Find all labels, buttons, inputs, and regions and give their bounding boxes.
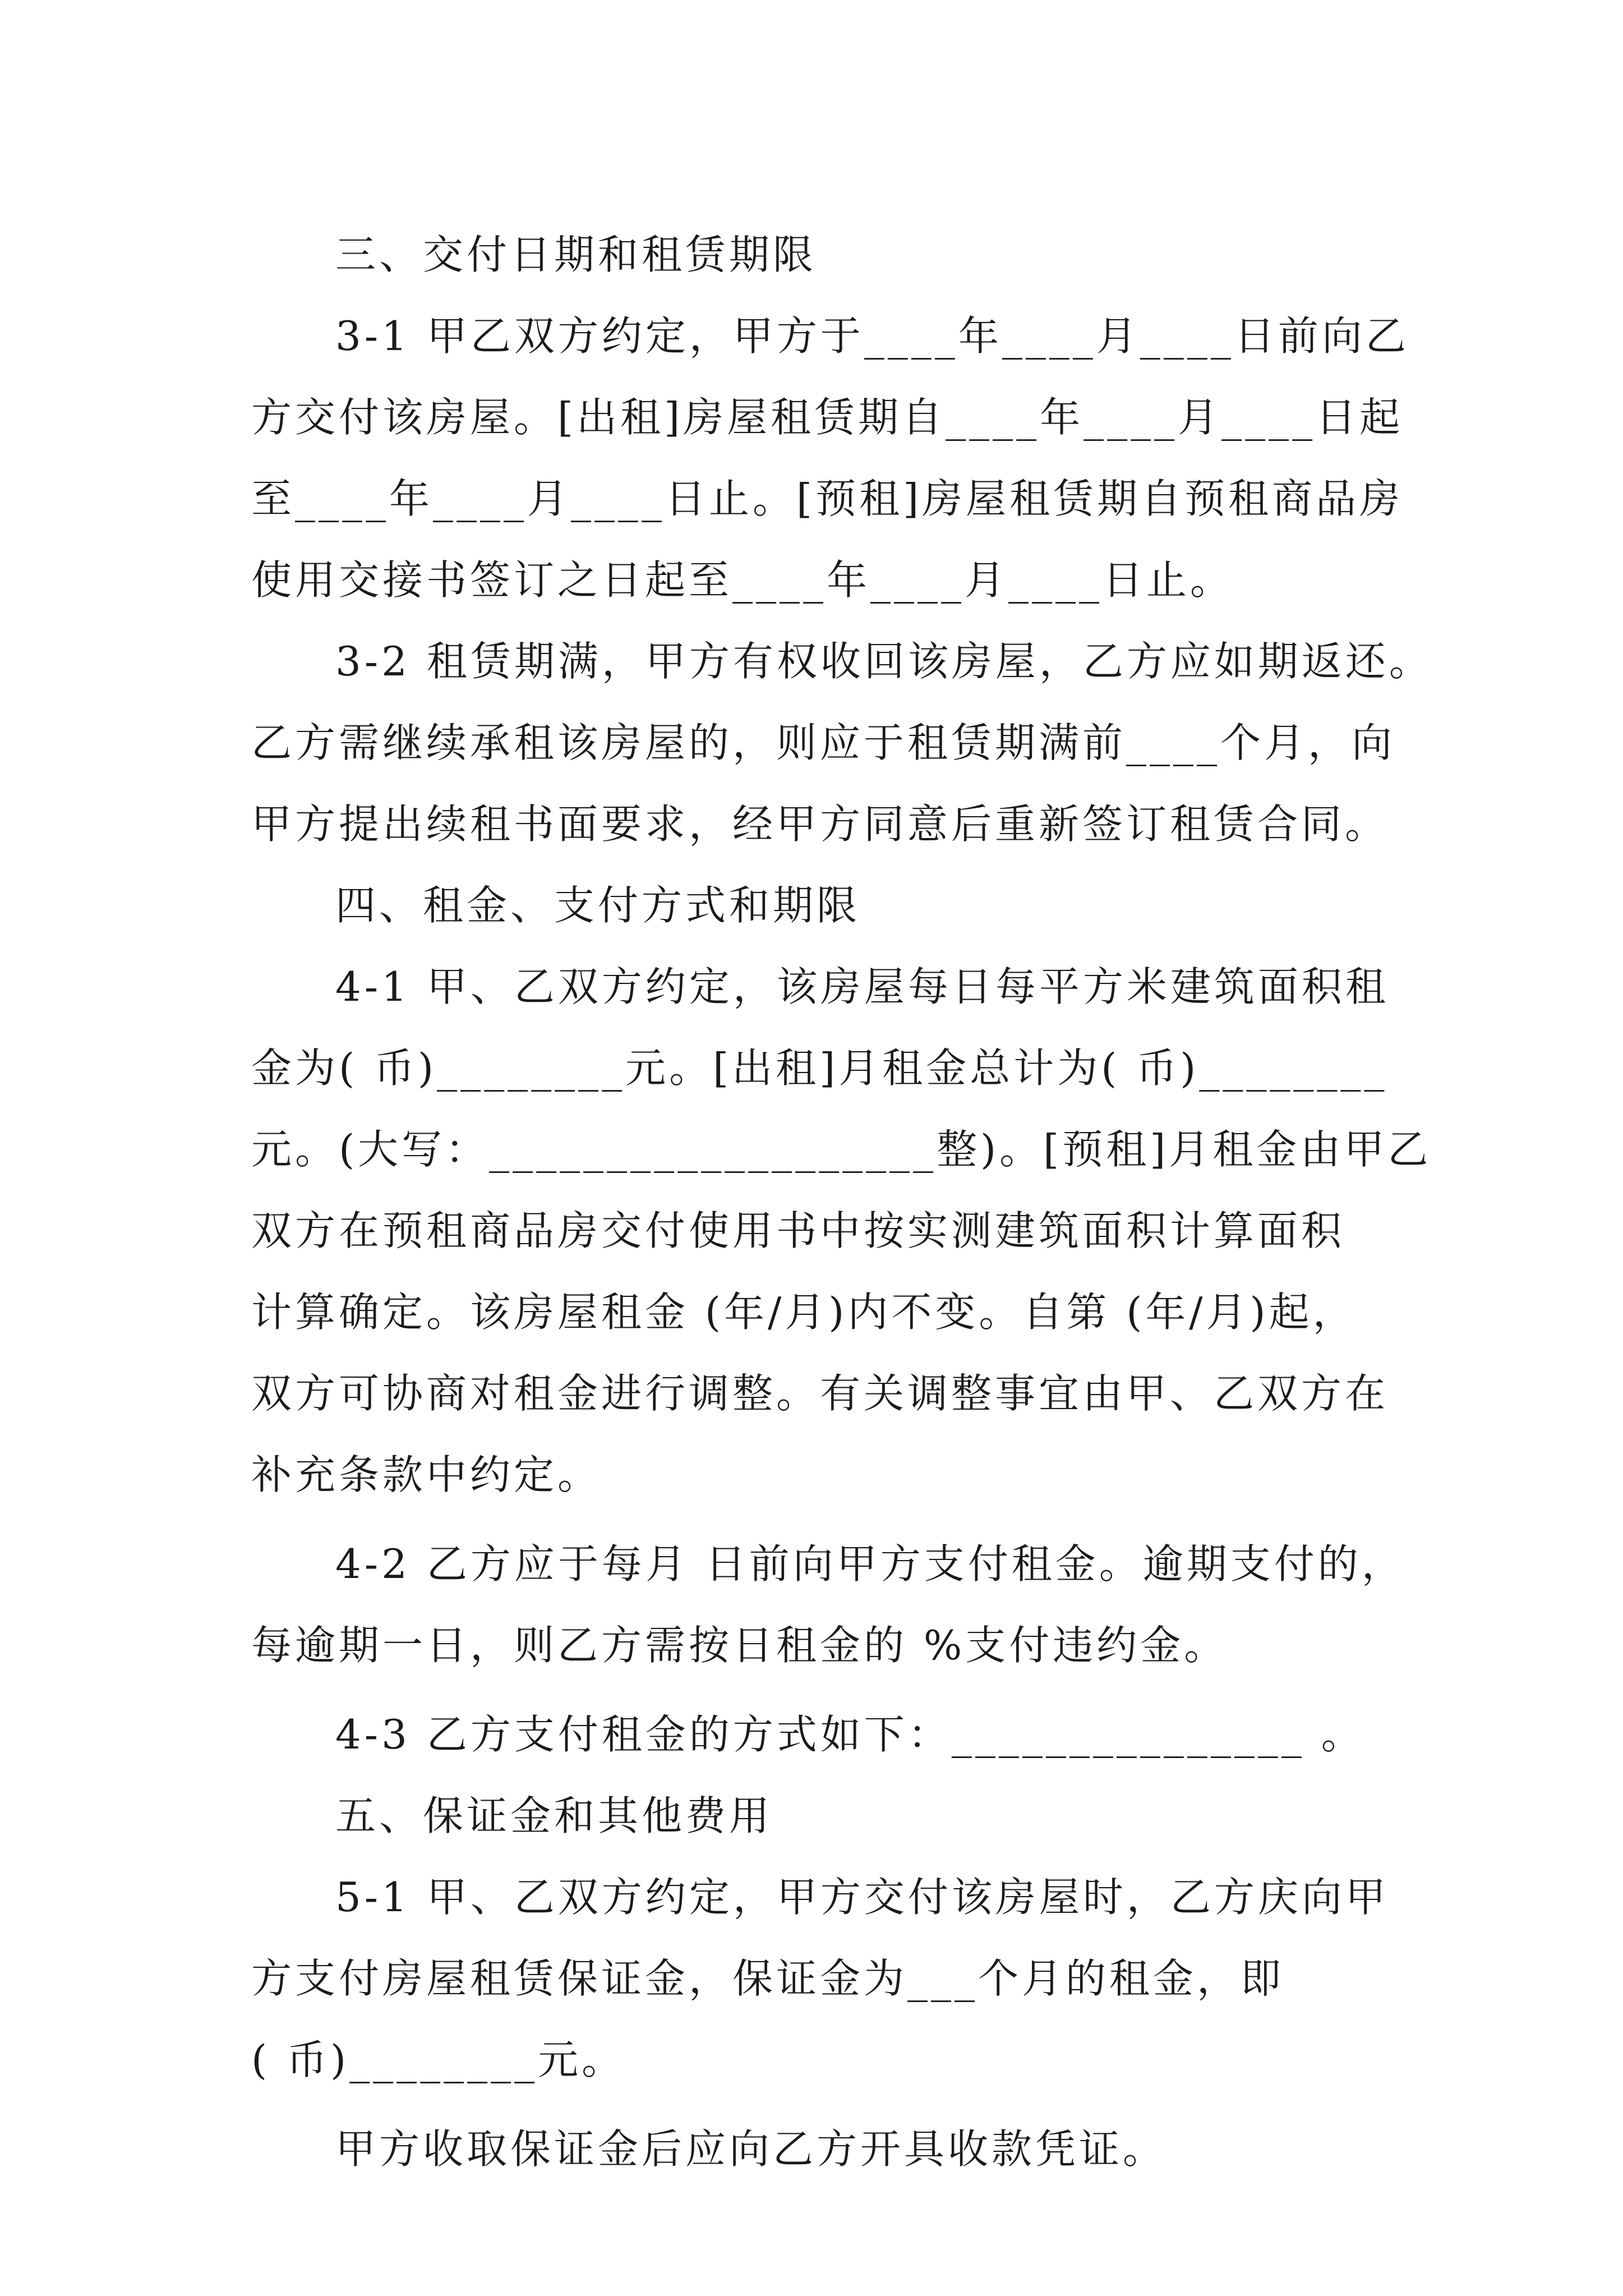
clause-3-2-line-1: 3-2 租赁期满，甲方有权收回该房屋，乙方应如期返还。 bbox=[335, 638, 1433, 685]
clause-4-2-line-2: 每逾期一日，则乙方需按日租金的 %支付违约金。 bbox=[251, 1622, 1228, 1669]
clause-4-1-line-5: 计算确定。该房屋租金 (年/月)内不变。自第 (年/月)起， bbox=[251, 1289, 1357, 1336]
clause-4-1-line-3: 元。(大写：___________________整)。[预租]月租金由甲乙 bbox=[251, 1126, 1432, 1173]
clause-4-1-line-1: 4-1 甲、乙双方约定，该房屋每日每平方米建筑面积租 bbox=[335, 963, 1389, 1010]
clause-4-1-line-2: 金为( 币)________元。[出租]月租金总计为( 币)________ bbox=[251, 1045, 1388, 1092]
section-heading-4: 四、租金、支付方式和期限 bbox=[335, 882, 861, 929]
clause-3-1-line-3: 至____年____月____日止。[预租]房屋租赁期自预租商品房 bbox=[251, 475, 1404, 522]
clause-4-2-line-1: 4-2 乙方应于每月 日前向甲方支付租金。逾期支付的， bbox=[335, 1540, 1405, 1588]
clause-4-1-line-4: 双方在预租商品房交付使用书中按实测建筑面积计算面积 bbox=[251, 1207, 1345, 1254]
clause-4-3: 4-3 乙方支付租金的方式如下：_______________ 。 bbox=[335, 1711, 1365, 1758]
document-body bbox=[251, 214, 1433, 2190]
clause-5-1-line-3: ( 币)________元。 bbox=[251, 2036, 626, 2083]
clause-4-1-line-7: 补充条款中约定。 bbox=[251, 1451, 602, 1498]
section-heading-5: 五、保证金和其他费用 bbox=[335, 1792, 773, 1839]
clause-3-2-line-2: 乙方需继续承租该房屋的，则应于租赁期满前____个月，向 bbox=[251, 719, 1396, 766]
paragraph-gap bbox=[251, 1686, 1403, 1694]
section-heading-3: 三、交付日期和租赁期限 bbox=[335, 231, 817, 278]
clause-4-1-line-6: 双方可协商对租金进行调整。有关调整事宜由甲、乙双方在 bbox=[251, 1370, 1389, 1417]
clause-3-1-line-2: 方交付该房屋。[出租]房屋租赁期自____年____月____日起 bbox=[251, 394, 1404, 441]
clause-5-1-line-2: 方支付房屋租赁保证金，保证金为___个月的租金，即 bbox=[251, 1955, 1285, 2002]
paragraph-gap bbox=[251, 2101, 1403, 2109]
clause-3-1-line-4: 使用交接书签订之日起至____年____月____日止。 bbox=[251, 556, 1234, 604]
clause-3-1-line-1: 3-1 甲乙双方约定，甲方于____年____月____日前向乙 bbox=[335, 312, 1409, 360]
clause-5-1-line-1: 5-1 甲、乙双方约定，甲方交付该房屋时，乙方庆向甲 bbox=[335, 1874, 1389, 1921]
deposit-receipt-paragraph: 甲方收取保证金后应向乙方开具收款凭证。 bbox=[335, 2125, 1167, 2173]
paragraph-gap bbox=[251, 1516, 1403, 1524]
clause-3-2-line-3: 甲方提出续租书面要求，经甲方同意后重新签订租赁合同。 bbox=[251, 800, 1389, 848]
